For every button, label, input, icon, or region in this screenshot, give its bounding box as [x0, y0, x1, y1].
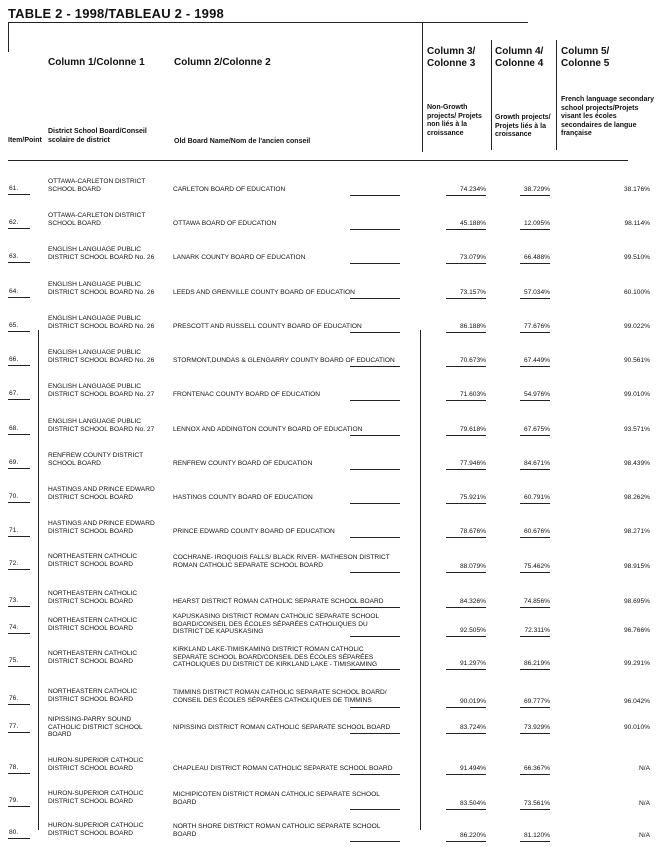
row-rule-item: [8, 502, 30, 503]
board-line: NORTHEASTERN CATHOLIC: [48, 688, 138, 695]
row-old-board: [173, 391, 320, 399]
row-item-number: 75.: [9, 657, 19, 664]
col3-header: Column 3/ Colonne 3: [427, 46, 476, 69]
row-rule-col3: [446, 841, 486, 842]
row-col4-value: 67.449%: [523, 357, 550, 364]
row-col5-value: 96.766%: [623, 627, 650, 634]
board-line: ENGLISH LANGUAGE PUBLIC: [48, 349, 142, 356]
row-old-board: [173, 765, 392, 773]
row-rule-col4: [520, 669, 550, 670]
row-col4-value: 60.676%: [523, 528, 550, 535]
row-old-board: [173, 254, 305, 262]
row-item-number: 78.: [9, 764, 19, 771]
row-col5-value: 99.291%: [623, 660, 650, 667]
row-rule-col3: [446, 636, 486, 637]
row-rule-item: [8, 569, 30, 570]
row-district-board: [48, 822, 144, 837]
row-col4-value: 69.777%: [523, 698, 550, 705]
row-rule-col2: [350, 841, 400, 842]
board-line: DISTRICT SCHOOL BOARD No. 26: [48, 356, 155, 364]
row-col5-value: 93.571%: [623, 426, 650, 433]
row-old-board: [173, 460, 312, 468]
row-item-number: 80.: [9, 829, 19, 836]
row-old-board: [173, 186, 285, 194]
row-rule-item: [8, 606, 30, 607]
row-item-number: 66.: [9, 356, 19, 363]
row-old-board: [173, 613, 379, 636]
subheader-rule: [8, 160, 628, 161]
board-line: NORTHEASTERN CATHOLIC: [48, 617, 138, 624]
row-rule-col2: [350, 707, 400, 708]
row-item-number: 68.: [9, 425, 19, 432]
row-rule-col4: [520, 332, 550, 333]
row-rule-col4: [520, 503, 550, 504]
row-rule-col3: [446, 229, 486, 230]
row-rule-col4: [520, 607, 550, 608]
row-col5-value: 38.176%: [623, 186, 650, 193]
row-item-number: 73.: [9, 597, 19, 604]
old-board-line: CATHOLIQUES DU DISTRICT DE KIRKLAND LAKE - TIMISKAMING: [173, 661, 378, 669]
row-col4-value: 57.034%: [523, 289, 550, 296]
old-board-line: STORMONT,DUNDAS & GLENGARRY COUNTY BOARD OF EDUCATION: [173, 357, 395, 364]
row-col3-value: 86.188%: [459, 323, 486, 330]
board-line: DISTRICT SCHOOL BOARD: [48, 560, 133, 568]
row-rule-col4: [520, 298, 550, 299]
row-rule-item: [8, 732, 30, 733]
row-old-board: [173, 220, 276, 228]
row-item-number: 71.: [9, 527, 19, 534]
row-rule-col2: [350, 636, 400, 637]
row-old-board: [173, 426, 362, 434]
board-line: DISTRICT SCHOOL BOARD: [48, 695, 133, 703]
row-item-number: 61.: [9, 185, 19, 192]
row-rule-col3: [446, 400, 486, 401]
board-line: ENGLISH LANGUAGE PUBLIC: [48, 246, 142, 253]
row-district-board: [48, 617, 137, 632]
row-col4-value: 66.488%: [523, 254, 550, 261]
header-divider-c5: [556, 40, 557, 150]
old-board-line: FRONTENAC COUNTY BOARD OF EDUCATION: [173, 391, 321, 398]
row-item-number: 64.: [9, 288, 19, 295]
row-col4-value: 54.976%: [523, 391, 550, 398]
row-old-board: [173, 598, 384, 606]
row-col5-value: 99.510%: [623, 254, 650, 261]
col4-subheader: Growth projects/ Projets liés à la croissance: [495, 114, 551, 138]
row-col3-value: 77.946%: [459, 460, 486, 467]
row-district-board: [48, 452, 143, 467]
row-rule-col2: [350, 400, 400, 401]
row-rule-item: [8, 468, 30, 469]
old-board-line: BOARD: [173, 798, 197, 806]
old-board-line: TIMMINS DISTRICT ROMAN CATHOLIC SEPARATE SCHOOL BOARD/: [173, 689, 387, 696]
row-rule-col3: [446, 332, 486, 333]
board-line: HURON-SUPERIOR CATHOLIC: [48, 790, 144, 797]
row-rule-item: [8, 262, 30, 263]
board-line: DISTRICT SCHOOL BOARD: [48, 797, 133, 805]
row-col5-value: 96.042%: [623, 698, 650, 705]
board-line: HASTINGS AND PRINCE EDWARD: [48, 520, 155, 527]
old-board-line: ROMAN CATHOLIC SEPARATE SCHOOL BOARD: [173, 561, 323, 569]
row-rule-item: [8, 704, 30, 705]
row-rule-col2: [350, 572, 400, 573]
row-rule-col4: [520, 263, 550, 264]
old-board-line: HEARST DISTRICT ROMAN CATHOLIC SEPARATE SCHOOL BOARD: [173, 598, 384, 605]
board-line: DISTRICT SCHOOL BOARD: [48, 764, 133, 772]
row-col3-value: 70.673%: [459, 357, 486, 364]
board-line: RENFREW COUNTY DISTRICT: [48, 452, 144, 459]
board-line: NORTHEASTERN CATHOLIC: [48, 650, 138, 657]
col5-subheader: French language secondary school projects/Projets visant les écoles secondaires de langue française: [561, 96, 654, 137]
board-line: DISTRICT SCHOOL BOARD: [48, 624, 133, 632]
board-line: DISTRICT SCHOOL BOARD: [48, 657, 133, 665]
board-subheader: District School Board/Conseil scolaire de district: [48, 128, 147, 144]
row-col4-value: 73.561%: [523, 800, 550, 807]
row-item-number: 79.: [9, 797, 19, 804]
board-line: OTTAWA-CARLETON DISTRICT: [48, 212, 146, 219]
row-col4-value: 81.120%: [523, 832, 550, 839]
board-line: ENGLISH LANGUAGE PUBLIC: [48, 281, 142, 288]
board-line: SCHOOL BOARD: [48, 459, 101, 467]
row-rule-col3: [446, 733, 486, 734]
row-col4-value: 72.311%: [524, 627, 550, 634]
row-rule-col2: [350, 435, 400, 436]
header-rule-left: [8, 22, 9, 52]
header-divider-c3: [422, 22, 423, 152]
row-rule-col2: [350, 469, 400, 470]
board-line: NORTHEASTERN CATHOLIC: [48, 553, 138, 560]
row-col3-value: 86.220%: [459, 832, 486, 839]
col2-header: Column 2/Colonne 2: [174, 57, 271, 68]
row-rule-col4: [520, 809, 550, 810]
row-rule-item: [8, 773, 30, 774]
row-col4-value: 67.675%: [523, 426, 550, 433]
board-line: HASTINGS AND PRINCE EDWARD: [48, 486, 155, 493]
old-board-line: BOARD: [173, 830, 197, 838]
row-item-number: 77.: [9, 723, 19, 730]
row-rule-col4: [520, 435, 550, 436]
old-board-subheader: Old Board Name/Nom de l'ancien conseil: [174, 138, 311, 145]
row-district-board: [48, 349, 154, 364]
row-item-number: 67.: [9, 390, 19, 397]
row-col3-value: 92.505%: [459, 627, 486, 634]
row-col4-value: 60.791%: [523, 494, 550, 501]
row-col5-value: 99.010%: [623, 391, 650, 398]
old-board-line: KAPUSKASING DISTRICT ROMAN CATHOLIC SEPARATE SCHOOL: [173, 613, 380, 620]
old-board-line: DISTRICT DE KAPUSKASING: [173, 628, 264, 636]
row-col3-value: 91.297%: [459, 660, 486, 667]
row-col3-value: 90.019%: [459, 698, 486, 705]
row-district-board: [48, 486, 155, 501]
board-line: NORTHEASTERN CATHOLIC: [48, 590, 138, 597]
row-district-board: [48, 418, 154, 433]
row-col3-value: 83.724%: [459, 724, 486, 731]
row-district-board: [48, 688, 137, 703]
board-line: DISTRICT SCHOOL BOARD: [48, 597, 133, 605]
row-rule-item: [8, 838, 30, 839]
col3-subheader: Non-Growth projects/ Projets non liés à la croissance: [427, 104, 482, 137]
row-rule-col2: [350, 332, 400, 333]
row-old-board: [173, 823, 380, 838]
row-old-board: [173, 357, 395, 365]
row-col5-value: 99.022%: [623, 323, 650, 330]
row-col4-value: 75.462%: [523, 563, 550, 570]
board-line: SCHOOL BOARD: [48, 219, 101, 227]
row-district-board: [48, 178, 145, 193]
row-col4-value: 73.929%: [523, 724, 550, 731]
row-rule-col3: [446, 435, 486, 436]
row-rule-item: [8, 633, 30, 634]
board-line: DISTRICT SCHOOL BOARD No. 27: [48, 425, 155, 433]
row-district-board: [48, 520, 155, 535]
row-district-board: [48, 246, 154, 261]
left-guide: [38, 330, 39, 830]
row-rule-col2: [350, 503, 400, 504]
row-rule-item: [8, 536, 30, 537]
board-line: ENGLISH LANGUAGE PUBLIC: [48, 315, 142, 322]
row-rule-col3: [446, 809, 486, 810]
row-col5-value: N/A: [639, 832, 650, 839]
old-board-line: LEEDS AND GRENVILLE COUNTY BOARD OF EDUCATION: [173, 289, 355, 296]
row-old-board: [173, 289, 355, 297]
row-rule-item: [8, 194, 30, 195]
row-district-board: [48, 212, 145, 227]
row-col4-value: 84.671%: [523, 460, 550, 467]
row-rule-col2: [350, 298, 400, 299]
row-district-board: [48, 790, 144, 805]
board-line: DISTRICT SCHOOL BOARD: [48, 493, 133, 501]
row-rule-col3: [446, 537, 486, 538]
row-rule-col3: [446, 774, 486, 775]
row-rule-col2: [350, 366, 400, 367]
board-line: ENGLISH LANGUAGE PUBLIC: [48, 383, 142, 390]
row-rule-col4: [520, 572, 550, 573]
board-line: DISTRICT SCHOOL BOARD No. 27: [48, 390, 155, 398]
row-rule-col4: [520, 366, 550, 367]
row-old-board: [173, 689, 387, 704]
old-board-line: LANARK COUNTY BOARD OF EDUCATION: [173, 254, 306, 261]
row-col5-value: 98.271%: [623, 528, 650, 535]
row-item-number: 72.: [9, 560, 19, 567]
row-district-board: [48, 757, 144, 772]
row-item-number: 63.: [9, 253, 19, 260]
row-rule-col3: [446, 669, 486, 670]
row-rule-col3: [446, 572, 486, 573]
old-board-line: CONSEIL DES ÉCOLES SÉPARÉES CATHOLIQUES DE TIMMINS: [173, 696, 372, 704]
board-line: HURON-SUPERIOR CATHOLIC: [48, 822, 144, 829]
row-old-board: [173, 323, 362, 331]
row-col3-value: 84.326%: [459, 598, 486, 605]
row-rule-col3: [446, 366, 486, 367]
row-rule-col4: [520, 537, 550, 538]
row-rule-col4: [520, 195, 550, 196]
row-rule-col3: [446, 195, 486, 196]
old-board-line: MICHIPICOTEN DISTRICT ROMAN CATHOLIC SEPARATE SCHOOL: [173, 791, 380, 798]
old-board-line: PRESCOTT AND RUSSELL COUNTY BOARD OF EDUCATION: [173, 323, 362, 330]
col5-header: Column 5/ Colonne 5: [561, 46, 610, 69]
row-item-number: 74.: [9, 624, 19, 631]
row-rule-item: [8, 331, 30, 332]
board-line: OTTAWA-CARLETON DISTRICT: [48, 178, 146, 185]
row-rule-item: [8, 297, 30, 298]
col1-header: Column 1/Colonne 1: [48, 57, 145, 68]
row-old-board: [173, 791, 380, 806]
row-col3-value: 91.494%: [459, 765, 486, 772]
row-col4-value: 86.219%: [523, 660, 550, 667]
row-rule-item: [8, 666, 30, 667]
old-board-line: CHAPLEAU DISTRICT ROMAN CATHOLIC SEPARATE SCHOOL BOARD: [173, 765, 393, 772]
row-district-board: [48, 716, 143, 739]
title-rule: [8, 22, 528, 23]
row-item-number: 70.: [9, 493, 19, 500]
row-rule-col3: [446, 263, 486, 264]
row-col5-value: N/A: [639, 765, 650, 772]
row-col3-value: 78.676%: [459, 528, 486, 535]
header-divider-c4: [491, 40, 492, 150]
board-line: NIPISSING-PARRY SOUND: [48, 716, 132, 723]
row-rule-col2: [350, 229, 400, 230]
row-col4-value: 12.095%: [523, 220, 550, 227]
row-col5-value: 98.439%: [623, 460, 650, 467]
board-line: ENGLISH LANGUAGE PUBLIC: [48, 418, 142, 425]
row-col5-value: 98.114%: [624, 220, 650, 227]
row-old-board: [173, 554, 390, 569]
row-rule-col2: [350, 774, 400, 775]
row-district-board: [48, 553, 137, 568]
row-rule-col4: [520, 636, 550, 637]
row-rule-col3: [446, 298, 486, 299]
row-rule-col2: [350, 607, 400, 608]
row-col4-value: 77.676%: [523, 323, 550, 330]
row-item-number: 62.: [9, 219, 19, 226]
row-rule-col2: [350, 669, 400, 670]
row-rule-col2: [350, 733, 400, 734]
row-rule-item: [8, 399, 30, 400]
mid-guide: [420, 330, 421, 830]
row-old-board: [173, 646, 377, 669]
item-subheader: Item/Point: [8, 137, 42, 144]
table-title: TABLE 2 - 1998/TABLEAU 2 - 1998: [8, 6, 224, 21]
row-old-board: [173, 528, 335, 536]
row-rule-col2: [350, 537, 400, 538]
row-col3-value: 79.618%: [459, 426, 486, 433]
row-rule-col3: [446, 503, 486, 504]
row-col3-value: 73.157%: [459, 289, 486, 296]
row-rule-col3: [446, 607, 486, 608]
row-item-number: 76.: [9, 695, 19, 702]
old-board-line: COCHRANE- IROQUOIS FALLS/ BLACK RIVER- MATHESON DISTRICT: [173, 554, 390, 561]
row-district-board: [48, 315, 154, 330]
board-line: CATHOLIC DISTRICT SCHOOL: [48, 723, 143, 731]
row-col5-value: 60.100%: [623, 289, 650, 296]
row-col3-value: 71.603%: [459, 391, 486, 398]
row-rule-col4: [520, 774, 550, 775]
old-board-line: SEPARATE SCHOOL BOARD/CONSEIL DES ÉCOLES SÉPARÉES: [173, 653, 374, 661]
row-col5-value: 90.561%: [623, 357, 650, 364]
row-rule-col4: [520, 841, 550, 842]
old-board-line: KIRKLAND LAKE-TIMISKAMING DISTRICT ROMAN CATHOLIC: [173, 646, 364, 653]
board-line: BOARD: [48, 731, 72, 739]
row-item-number: 69.: [9, 459, 19, 466]
row-col3-value: 83.504%: [459, 800, 486, 807]
row-rule-col2: [350, 195, 400, 196]
row-col4-value: 66.367%: [523, 765, 550, 772]
row-rule-col4: [520, 469, 550, 470]
row-col5-value: 90.010%: [623, 724, 650, 731]
row-rule-col4: [520, 400, 550, 401]
row-old-board: [173, 494, 313, 502]
row-rule-col4: [520, 707, 550, 708]
board-line: HURON-SUPERIOR CATHOLIC: [48, 757, 144, 764]
row-rule-col3: [446, 469, 486, 470]
row-district-board: [48, 383, 154, 398]
row-col5-value: 98.915%: [623, 563, 650, 570]
row-rule-col4: [520, 229, 550, 230]
board-line: DISTRICT SCHOOL BOARD: [48, 829, 133, 837]
row-col4-value: 74.856%: [523, 598, 550, 605]
old-board-line: BOARD/CONSEIL DES ÉCOLES SÉPARÉES CATHOLIQUES DU: [173, 620, 368, 628]
board-line: DISTRICT SCHOOL BOARD No. 26: [48, 253, 155, 261]
old-board-line: NORTH SHORE DISTRICT ROMAN CATHOLIC SEPARATE SCHOOL: [173, 823, 381, 830]
board-line: DISTRICT SCHOOL BOARD: [48, 527, 133, 535]
board-line: DISTRICT SCHOOL BOARD No. 26: [48, 288, 155, 296]
row-col3-value: 73.079%: [459, 254, 486, 261]
row-rule-col3: [446, 707, 486, 708]
old-board-line: OTTAWA BOARD OF EDUCATION: [173, 220, 277, 227]
row-rule-item: [8, 806, 30, 807]
old-board-line: HASTINGS COUNTY BOARD OF EDUCATION: [173, 494, 313, 501]
row-rule-col4: [520, 733, 550, 734]
row-rule-col2: [350, 809, 400, 810]
col4-header: Column 4/ Colonne 4: [495, 46, 544, 69]
old-board-line: RENFREW COUNTY BOARD OF EDUCATION: [173, 460, 313, 467]
row-col5-value: 98.695%: [623, 598, 650, 605]
row-col5-value: N/A: [639, 800, 650, 807]
row-col3-value: 88.079%: [459, 563, 486, 570]
row-item-number: 65.: [9, 322, 19, 329]
row-col3-value: 74.234%: [459, 186, 486, 193]
row-rule-col2: [350, 263, 400, 264]
row-rule-item: [8, 228, 30, 229]
row-old-board: [173, 724, 390, 732]
row-rule-item: [8, 365, 30, 366]
old-board-line: NIPISSING DISTRICT ROMAN CATHOLIC SEPARATE SCHOOL BOARD: [173, 724, 391, 731]
old-board-line: PRINCE EDWARD COUNTY BOARD OF EDUCATION: [173, 528, 335, 535]
board-line: DISTRICT SCHOOL BOARD No. 26: [48, 322, 155, 330]
board-line: SCHOOL BOARD: [48, 185, 101, 193]
row-district-board: [48, 590, 137, 605]
old-board-line: LENNOX AND ADDINGTON COUNTY BOARD OF EDUCATION: [173, 426, 363, 433]
old-board-line: CARLETON BOARD OF EDUCATION: [173, 186, 286, 193]
row-rule-item: [8, 434, 30, 435]
row-district-board: [48, 650, 137, 665]
row-col5-value: 98.262%: [623, 494, 650, 501]
row-col3-value: 45.188%: [459, 220, 486, 227]
row-district-board: [48, 281, 154, 296]
row-col3-value: 75.921%: [459, 494, 486, 501]
row-col4-value: 38.729%: [523, 186, 550, 193]
